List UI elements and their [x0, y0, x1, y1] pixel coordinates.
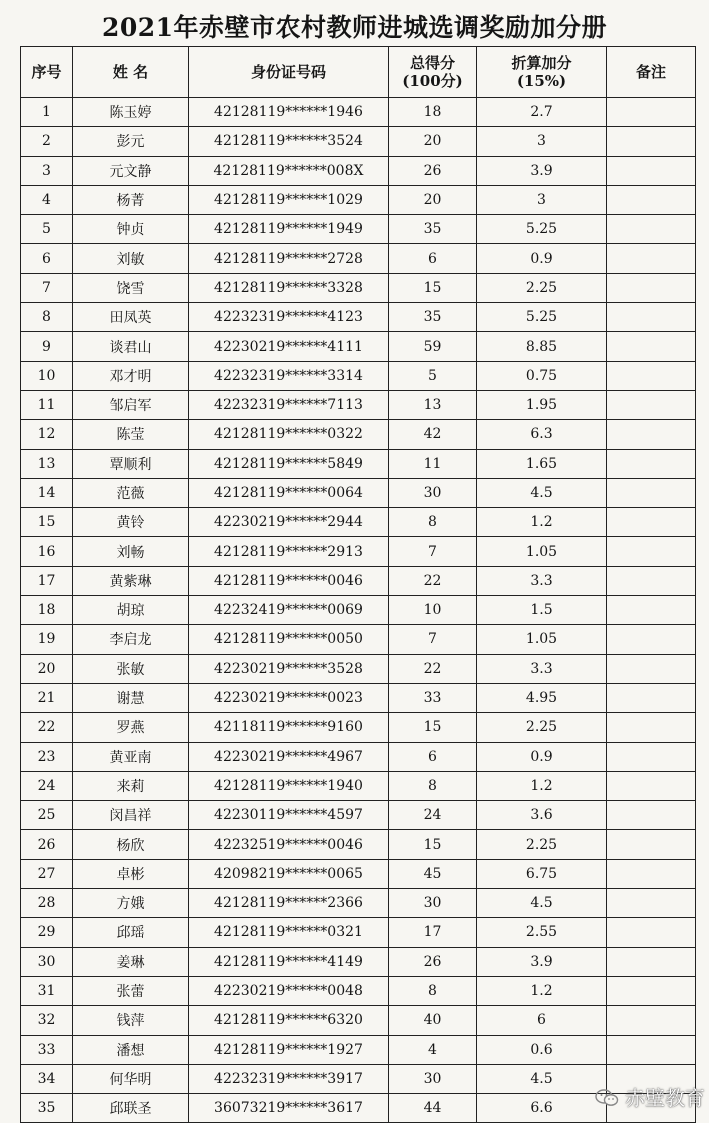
cell-id: 42230219******4967 [189, 742, 389, 771]
cell-name: 钟贞 [73, 215, 189, 244]
cell-bonus: 3.6 [477, 801, 607, 830]
watermark [595, 1082, 705, 1111]
cell-name: 何华明 [73, 1064, 189, 1093]
table-row [21, 918, 696, 947]
cell-score: 26 [389, 156, 477, 185]
cell-no: 14 [21, 478, 73, 507]
cell-id: 42232419******0069 [189, 596, 389, 625]
cell-score: 24 [389, 801, 477, 830]
cell-id: 42230219******2944 [189, 508, 389, 537]
cell-name: 彭元 [73, 127, 189, 156]
table-row [21, 713, 696, 742]
cell-score: 20 [389, 185, 477, 214]
cell-bonus: 6.75 [477, 859, 607, 888]
cell-note [607, 420, 696, 449]
table-row [21, 742, 696, 771]
cell-id: 42128119******3328 [189, 273, 389, 302]
cell-note [607, 566, 696, 595]
cell-bonus: 2.25 [477, 713, 607, 742]
cell-score: 35 [389, 303, 477, 332]
cell-score: 42 [389, 420, 477, 449]
cell-no: 33 [21, 1035, 73, 1064]
cell-score: 6 [389, 742, 477, 771]
cell-bonus: 1.65 [477, 449, 607, 478]
cell-id: 42128119******1029 [189, 185, 389, 214]
cell-score: 7 [389, 625, 477, 654]
cell-id: 42128119******5849 [189, 449, 389, 478]
cell-note [607, 244, 696, 273]
cell-name: 闵昌祥 [73, 801, 189, 830]
cell-score: 8 [389, 508, 477, 537]
cell-no: 20 [21, 654, 73, 683]
cell-name: 田凤英 [73, 303, 189, 332]
cell-note [607, 976, 696, 1005]
cell-no: 21 [21, 683, 73, 712]
cell-id: 42232319******7113 [189, 390, 389, 419]
cell-no: 29 [21, 918, 73, 947]
table-row [21, 537, 696, 566]
cell-id: 42232319******3917 [189, 1064, 389, 1093]
cell-no: 32 [21, 1006, 73, 1035]
cell-note [607, 625, 696, 654]
cell-bonus: 1.2 [477, 976, 607, 1005]
header-bonus-line2: (15%) [516, 72, 567, 90]
table-row [21, 332, 696, 361]
table-row [21, 156, 696, 185]
cell-id: 42232319******4123 [189, 303, 389, 332]
cell-no: 31 [21, 976, 73, 1005]
cell-score: 45 [389, 859, 477, 888]
watermark-text: 赤壁教育 [625, 1086, 705, 1110]
table-row [21, 478, 696, 507]
cell-bonus: 6 [477, 1006, 607, 1035]
cell-id: 42128119******0064 [189, 478, 389, 507]
cell-bonus: 3.9 [477, 156, 607, 185]
cell-score: 13 [389, 390, 477, 419]
cell-note [607, 449, 696, 478]
cell-id: 42128119******1940 [189, 771, 389, 800]
cell-name: 范薇 [73, 478, 189, 507]
cell-name: 饶雪 [73, 273, 189, 302]
cell-no: 7 [21, 273, 73, 302]
cell-bonus: 2.25 [477, 830, 607, 859]
cell-name: 邹启军 [73, 390, 189, 419]
cell-bonus: 0.9 [477, 742, 607, 771]
cell-id: 42128119******0322 [189, 420, 389, 449]
cell-score: 44 [389, 1094, 477, 1123]
cell-score: 20 [389, 127, 477, 156]
cell-bonus: 0.6 [477, 1035, 607, 1064]
cell-score: 15 [389, 273, 477, 302]
cell-bonus: 3.3 [477, 654, 607, 683]
cell-note [607, 127, 696, 156]
header-score-line2: (100分) [402, 72, 463, 90]
cell-note [607, 98, 696, 127]
cell-note [607, 361, 696, 390]
cell-no: 34 [21, 1064, 73, 1093]
cell-bonus: 1.05 [477, 537, 607, 566]
cell-note [607, 303, 696, 332]
cell-no: 6 [21, 244, 73, 273]
cell-id: 42230219******3528 [189, 654, 389, 683]
table-row [21, 390, 696, 419]
cell-bonus: 3 [477, 185, 607, 214]
cell-bonus: 5.25 [477, 215, 607, 244]
cell-id: 42232519******0046 [189, 830, 389, 859]
table-row [21, 976, 696, 1005]
cell-name: 方娥 [73, 889, 189, 918]
cell-note [607, 947, 696, 976]
cell-score: 11 [389, 449, 477, 478]
cell-note [607, 742, 696, 771]
cell-name: 胡琼 [73, 596, 189, 625]
table-row [21, 215, 696, 244]
cell-no: 25 [21, 801, 73, 830]
cell-no: 13 [21, 449, 73, 478]
cell-note [607, 654, 696, 683]
cell-note [607, 596, 696, 625]
cell-score: 30 [389, 1064, 477, 1093]
cell-no: 24 [21, 771, 73, 800]
cell-no: 18 [21, 596, 73, 625]
cell-bonus: 1.5 [477, 596, 607, 625]
table-row [21, 244, 696, 273]
cell-id: 42128119******6320 [189, 1006, 389, 1035]
cell-name: 邱瑶 [73, 918, 189, 947]
header-id: 身份证号码 [189, 47, 389, 98]
cell-score: 4 [389, 1035, 477, 1064]
table-row [21, 127, 696, 156]
cell-score: 17 [389, 918, 477, 947]
cell-score: 8 [389, 771, 477, 800]
cell-name: 李启龙 [73, 625, 189, 654]
cell-note [607, 771, 696, 800]
cell-score: 30 [389, 478, 477, 507]
cell-id: 42128119******1946 [189, 98, 389, 127]
table-row [21, 185, 696, 214]
header-score-line1: 总得分 [409, 54, 455, 72]
cell-bonus: 0.9 [477, 244, 607, 273]
header-bonus [477, 47, 607, 98]
cell-score: 10 [389, 596, 477, 625]
cell-id: 42230119******4597 [189, 801, 389, 830]
cell-id: 42128119******4149 [189, 947, 389, 976]
cell-no: 9 [21, 332, 73, 361]
cell-note [607, 859, 696, 888]
cell-name: 黄铃 [73, 508, 189, 537]
cell-note [607, 918, 696, 947]
cell-bonus: 2.7 [477, 98, 607, 127]
cell-score: 59 [389, 332, 477, 361]
cell-name: 刘敏 [73, 244, 189, 273]
cell-no: 17 [21, 566, 73, 595]
cell-name: 元文静 [73, 156, 189, 185]
cell-note [607, 390, 696, 419]
cell-id: 42128119******2366 [189, 889, 389, 918]
cell-no: 5 [21, 215, 73, 244]
cell-name: 姜琳 [73, 947, 189, 976]
cell-name: 张敏 [73, 654, 189, 683]
cell-no: 8 [21, 303, 73, 332]
cell-name: 刘畅 [73, 537, 189, 566]
cell-note [607, 1006, 696, 1035]
cell-no: 4 [21, 185, 73, 214]
cell-name: 黄亚南 [73, 742, 189, 771]
cell-no: 2 [21, 127, 73, 156]
cell-id: 42128119******2728 [189, 244, 389, 273]
cell-score: 22 [389, 654, 477, 683]
cell-bonus: 5.25 [477, 303, 607, 332]
cell-name: 罗燕 [73, 713, 189, 742]
table-row [21, 420, 696, 449]
cell-score: 40 [389, 1006, 477, 1035]
cell-name: 黄紫琳 [73, 566, 189, 595]
cell-bonus: 2.55 [477, 918, 607, 947]
cell-bonus: 8.85 [477, 332, 607, 361]
cell-bonus: 1.2 [477, 771, 607, 800]
table-row [21, 508, 696, 537]
cell-id: 42128119******0046 [189, 566, 389, 595]
cell-bonus: 4.95 [477, 683, 607, 712]
cell-name: 卓彬 [73, 859, 189, 888]
header-note: 备注 [607, 47, 696, 98]
cell-no: 26 [21, 830, 73, 859]
cell-note [607, 215, 696, 244]
bonus-table [20, 46, 696, 1123]
cell-score: 5 [389, 361, 477, 390]
cell-bonus: 3.9 [477, 947, 607, 976]
table-row [21, 625, 696, 654]
cell-bonus: 6.6 [477, 1094, 607, 1123]
cell-no: 35 [21, 1094, 73, 1123]
cell-bonus: 3.3 [477, 566, 607, 595]
table-row [21, 654, 696, 683]
cell-id: 42232319******3314 [189, 361, 389, 390]
cell-score: 33 [389, 683, 477, 712]
cell-id: 36073219******3617 [189, 1094, 389, 1123]
cell-bonus: 1.95 [477, 390, 607, 419]
cell-no: 1 [21, 98, 73, 127]
cell-name: 潘想 [73, 1035, 189, 1064]
cell-score: 26 [389, 947, 477, 976]
cell-id: 42128119******1949 [189, 215, 389, 244]
cell-note [607, 537, 696, 566]
cell-name: 张蕾 [73, 976, 189, 1005]
cell-bonus: 1.05 [477, 625, 607, 654]
cell-id: 42128119******1927 [189, 1035, 389, 1064]
cell-name: 陈莹 [73, 420, 189, 449]
table-row [21, 801, 696, 830]
header-bonus-line1: 折算加分 [511, 54, 572, 72]
table-row [21, 273, 696, 302]
table-row [21, 889, 696, 918]
cell-no: 3 [21, 156, 73, 185]
table-row [21, 947, 696, 976]
table-row [21, 566, 696, 595]
cell-score: 8 [389, 976, 477, 1005]
cell-score: 35 [389, 215, 477, 244]
cell-id: 42230219******0048 [189, 976, 389, 1005]
cell-bonus: 0.75 [477, 361, 607, 390]
cell-id: 42128119******0050 [189, 625, 389, 654]
cell-name: 谈君山 [73, 332, 189, 361]
cell-no: 23 [21, 742, 73, 771]
cell-no: 10 [21, 361, 73, 390]
cell-score: 18 [389, 98, 477, 127]
cell-bonus: 1.2 [477, 508, 607, 537]
cell-note [607, 683, 696, 712]
cell-name: 陈玉婷 [73, 98, 189, 127]
table-row [21, 1035, 696, 1064]
cell-note [607, 1035, 696, 1064]
cell-id: 42128119******2913 [189, 537, 389, 566]
cell-note [607, 185, 696, 214]
cell-name: 邓才明 [73, 361, 189, 390]
cell-id: 42230219******0023 [189, 683, 389, 712]
cell-name: 邱联圣 [73, 1094, 189, 1123]
cell-name: 杨菁 [73, 185, 189, 214]
cell-note [607, 273, 696, 302]
cell-no: 22 [21, 713, 73, 742]
header-score [389, 47, 477, 98]
cell-name: 杨欣 [73, 830, 189, 859]
cell-name: 覃顺利 [73, 449, 189, 478]
cell-bonus: 6.3 [477, 420, 607, 449]
cell-no: 30 [21, 947, 73, 976]
cell-note [607, 156, 696, 185]
table-row [21, 449, 696, 478]
table-header-row [21, 47, 696, 98]
cell-score: 15 [389, 830, 477, 859]
table-row [21, 303, 696, 332]
table-row [21, 361, 696, 390]
cell-name: 来莉 [73, 771, 189, 800]
cell-score: 22 [389, 566, 477, 595]
cell-id: 42098219******0065 [189, 859, 389, 888]
cell-note [607, 889, 696, 918]
cell-bonus: 3 [477, 127, 607, 156]
cell-no: 12 [21, 420, 73, 449]
cell-bonus: 4.5 [477, 1064, 607, 1093]
cell-no: 15 [21, 508, 73, 537]
cell-score: 30 [389, 889, 477, 918]
table-row [21, 596, 696, 625]
cell-no: 16 [21, 537, 73, 566]
header-name: 姓 名 [73, 47, 189, 98]
cell-id: 42128119******008X [189, 156, 389, 185]
cell-id: 42230219******4111 [189, 332, 389, 361]
cell-note [607, 801, 696, 830]
cell-bonus: 2.25 [477, 273, 607, 302]
cell-note [607, 713, 696, 742]
cell-no: 27 [21, 859, 73, 888]
cell-score: 7 [389, 537, 477, 566]
cell-id: 42128119******0321 [189, 918, 389, 947]
table-row [21, 771, 696, 800]
cell-no: 19 [21, 625, 73, 654]
table-row [21, 683, 696, 712]
cell-bonus: 4.5 [477, 478, 607, 507]
wechat-icon [595, 1088, 619, 1106]
cell-no: 11 [21, 390, 73, 419]
table-row [21, 859, 696, 888]
cell-score: 15 [389, 713, 477, 742]
cell-note [607, 332, 696, 361]
table-body [21, 98, 696, 1123]
table-row [21, 98, 696, 127]
cell-note [607, 830, 696, 859]
header-no: 序号 [21, 47, 73, 98]
cell-id: 42118119******9160 [189, 713, 389, 742]
page-title: 2021年赤壁市农村教师进城选调奖励加分册 [101, 13, 608, 42]
table-row [21, 1006, 696, 1035]
cell-bonus: 4.5 [477, 889, 607, 918]
cell-score: 6 [389, 244, 477, 273]
cell-name: 谢慧 [73, 683, 189, 712]
cell-note [607, 478, 696, 507]
cell-no: 28 [21, 889, 73, 918]
table-row [21, 830, 696, 859]
cell-id: 42128119******3524 [189, 127, 389, 156]
cell-note [607, 508, 696, 537]
cell-name: 钱萍 [73, 1006, 189, 1035]
